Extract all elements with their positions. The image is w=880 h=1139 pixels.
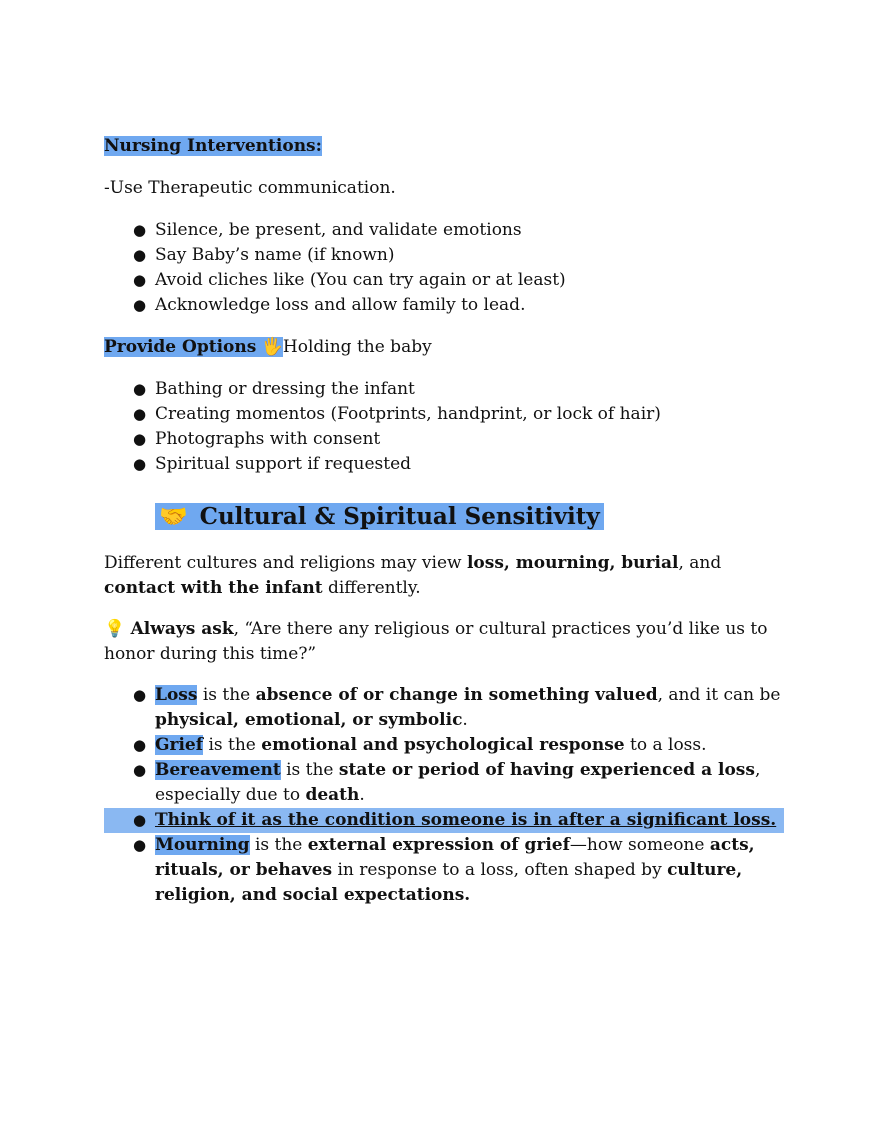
bullet: ●: [133, 296, 147, 314]
cultural-heading-text: Cultural & Spiritual Sensitivity: [199, 503, 600, 530]
definition-bereavement: ● Bereavement is the state or period of having experienced a loss, especially due to death.: [133, 760, 761, 805]
bullet: ●: [133, 221, 147, 239]
list-item: ● Silence, be present, and validate emotions: [104, 218, 784, 243]
provide-options-rest: Holding the baby: [282, 337, 432, 357]
definition-loss: ● Loss is the absence of or change in something valued, and it can be physical, emotional, or symbolic.: [133, 685, 781, 730]
list-item: ● Avoid cliches like (You can try again or at least): [104, 268, 784, 293]
bullet: ●: [133, 811, 147, 829]
bullet: ●: [133, 761, 147, 779]
bullet: ●: [133, 836, 147, 854]
bullet: ●: [133, 380, 147, 398]
handshake-icon: 🤝: [159, 503, 188, 530]
therapeutic-intro: -Use Therapeutic communication.: [104, 178, 396, 198]
bullet: ●: [133, 405, 147, 423]
list-item: ● Spiritual support if requested: [104, 452, 784, 477]
definition-grief: ● Grief is the emotional and psychological response to a loss.: [104, 733, 784, 758]
provide-options-label: Provide Options 🖐: [104, 337, 283, 357]
list-item: ● Bathing or dressing the infant: [104, 377, 784, 402]
provide-options-line: [104, 335, 432, 360]
bullet: ●: [133, 686, 147, 704]
list-item: ● Photographs with consent: [104, 427, 784, 452]
nursing-heading: [104, 134, 322, 159]
list-item: ● Say Baby’s name (if known): [104, 243, 784, 268]
nursing-list: [104, 218, 784, 318]
bullet: ●: [133, 246, 147, 264]
definition-think: ● Think of it as the condition someone is in after a significant loss.: [104, 808, 784, 833]
options-list: [104, 377, 784, 477]
hand-icon: 🖐: [261, 337, 283, 357]
bullet: ●: [133, 736, 147, 754]
cultural-paragraph: Different cultures and religions may view loss, mourning, burial, and contact with the infant differently.: [104, 553, 722, 598]
definition-mourning: ● Mourning is the external expression of grief—how someone acts, rituals, or behaves in response to a loss, often shaped by culture, religion, and social expectations.: [133, 835, 755, 905]
list-item: ● Acknowledge loss and allow family to lead.: [104, 293, 784, 318]
bullet: ●: [133, 455, 147, 473]
definitions-list: [104, 683, 784, 908]
always-ask-paragraph: 💡 Always ask, “Are there any religious or cultural practices you’d like us to honor during this time?”: [104, 619, 768, 664]
bullet: ●: [133, 430, 147, 448]
list-item: ● Creating momentos (Footprints, handprint, or lock of hair): [104, 402, 784, 427]
cultural-heading: [155, 502, 604, 532]
nursing-heading-text: Nursing Interventions:: [104, 136, 322, 156]
lightbulb-icon: 💡: [104, 619, 126, 639]
bullet: ●: [133, 271, 147, 289]
